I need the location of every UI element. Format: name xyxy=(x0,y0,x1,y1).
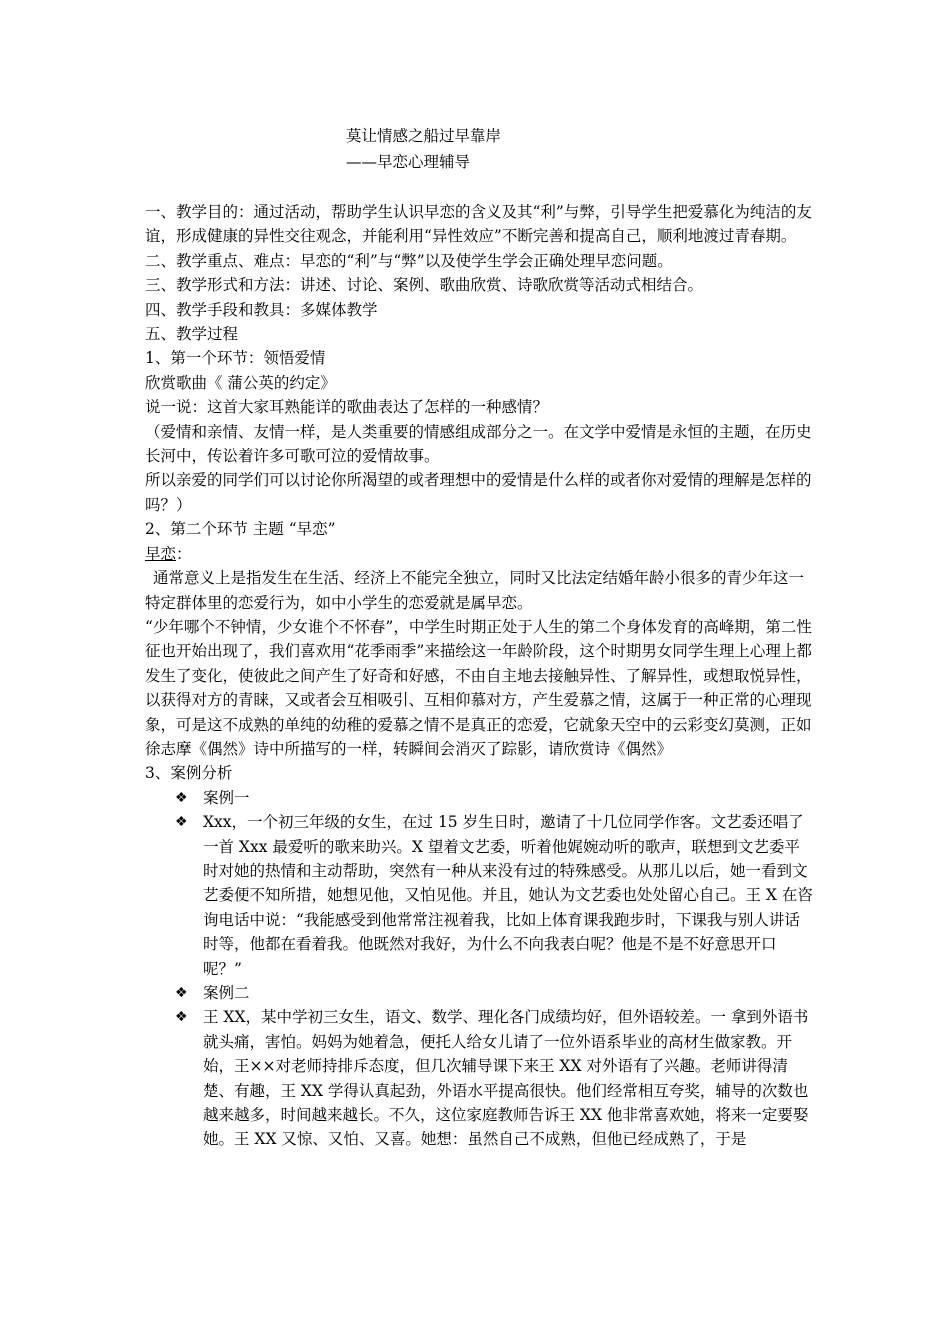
zaolian-heading xyxy=(145,542,813,566)
objective-paragraph: 一、教学目的：通过活动，帮助学生认识早恋的含义及其“利”与弊，引导学生把爱慕化为纯洁的友谊，形成健康的异性交往观念，并能利用“异性效应”不断完善和提高自己，顺利地渡过青春期。 xyxy=(145,203,812,246)
list-item xyxy=(175,1005,813,1151)
case-two-text: 王 XX，某中学初三女生，语文、数学、理化各门成绩均好，但外语较差。一 拿到外语书就头痛，害怕。妈妈为她着急，便托人给女儿请了一位外语系毕业的高材生做家教。开始，王××对老师持排斥态度，但几次辅导课下来王 XX 对外语有了兴趣。老师讲得清楚、有趣，王 XX 学得认真起劲，外语水平提高很快。他们经常相互夸奖，辅导的次数也越来越多，时间越来越长。不久，这位家庭教师告诉王 XX 他非常喜欢她，将来一定要娶她。王 XX 又惊、又怕、又喜。她想：虽然自己不成熟，但他已经成熟了，于是 xyxy=(203,1008,809,1149)
key-points-line: 二、教学重点、难点：早恋的“利”与“弊”以及使学生学会正确处理早恋问题。 xyxy=(145,251,673,270)
zaolian-colon: ： xyxy=(176,544,192,563)
quote-paragraph: “少年哪个不钟情，少女谁个不怀春”，中学生时期正处于人生的第二个身体发育的高峰期，第二性征也开始出现了，我们喜欢用“花季雨季”来描绘这一年龄阶段，这个时期男女同学生理上心理上都发生了变化，使彼此之间产生了好奇和好感，不由自主地去接触异性、了解异性，或想取悦异性，以获得对方的青睐，又或者会互相吸引、互相仰慕对方，产生爱慕之情，这属于一种正常的心理现象，可是这不成熟的单纯的幼稚的爱慕之情不是真正的恋爱，它就象天空中的云彩变幻莫测，正如徐志摩《偶然》诗中所描写的一样，转瞬间会消灭了踪影，请欣赏诗《偶然》 xyxy=(145,617,812,758)
diamond-bullet-icon: ❖ xyxy=(175,789,188,806)
case-one-text: Xxx，一个初三年级的女生，在过 15 岁生日时，邀请了十几位同学作客。文艺委还唱了一首 Xxx 最爱听的歌来助兴。X 望着文艺委，听着他娓婉动听的歌声，联想到文艺委平时对她的热情和主动帮助，突然有一种从来没有过的特殊感受。从那儿以后，她一看到文艺委便不知所措，她想见他，又怕见他。并且，她认为文艺委也处处留心自己。王 X 在咨询电话中说：“我能感受到他常常注视着我，比如上体育课我跑步时，下课我与别人讲话时等，他都在看着我。他既然对我好，为什么不向我表白呢？他是不是不好意思开口呢？” xyxy=(203,813,813,978)
teaching-tools-line: 四、教学手段和教具：多媒体教学 xyxy=(145,300,378,319)
case-analysis-heading: 3、案例分析 xyxy=(145,764,233,783)
case-two-label: 案例二 xyxy=(203,984,250,1002)
case-list xyxy=(145,786,813,1152)
stage-two-heading: 2、第二个环节 主题 “早恋” xyxy=(145,520,336,539)
list-item xyxy=(175,810,813,981)
diamond-bullet-icon: ❖ xyxy=(175,1009,188,1026)
love-paragraph: （爱情和亲情、友情一样，是人类重要的情感组成部分之一。在文学中爱情是永恒的主题，在历史长河中，传讼着许多可歌可泣的爱情故事。 xyxy=(145,422,812,466)
discussion-question: 说一说：这首大家耳熟能详的歌曲表达了怎样的一种感情？ xyxy=(145,398,549,417)
zaolian-label: 早恋 xyxy=(145,544,177,563)
teaching-process-heading: 五、教学过程 xyxy=(145,325,239,344)
teaching-method-line: 三、教学形式和方法：讲述、讨论、案例、歌曲欣赏、诗歌欣赏等活动式相结合。 xyxy=(145,276,704,295)
document-title: 莫让情感之船过早靠岸 xyxy=(346,127,502,145)
list-item xyxy=(175,981,813,1005)
document-subtitle: ——早恋心理辅导 xyxy=(346,153,471,171)
definition-paragraph: 通常意义上是指发生在生活、经济上不能完全独立，同时又比法定结婚年龄小很多的青少年这一特定群体里的恋爱行为，如中小学生的恋爱就是属早恋。 xyxy=(145,569,805,612)
stage-one-heading: 1、第一个环节：领悟爱情 xyxy=(145,349,326,368)
song-line: 欣赏歌曲《 蒲公英的约定》 xyxy=(145,373,336,392)
diamond-bullet-icon: ❖ xyxy=(175,814,188,831)
case-one-label: 案例一 xyxy=(203,788,250,807)
discussion-paragraph: 所以亲爱的同学们可以讨论你所渴望的或者理想中的爱情是什么样的或者你对爱情的理解是怎样的吗？） xyxy=(145,471,812,514)
list-item xyxy=(175,786,813,810)
document-body xyxy=(145,200,813,1152)
diamond-bullet-icon: ❖ xyxy=(175,985,188,1001)
